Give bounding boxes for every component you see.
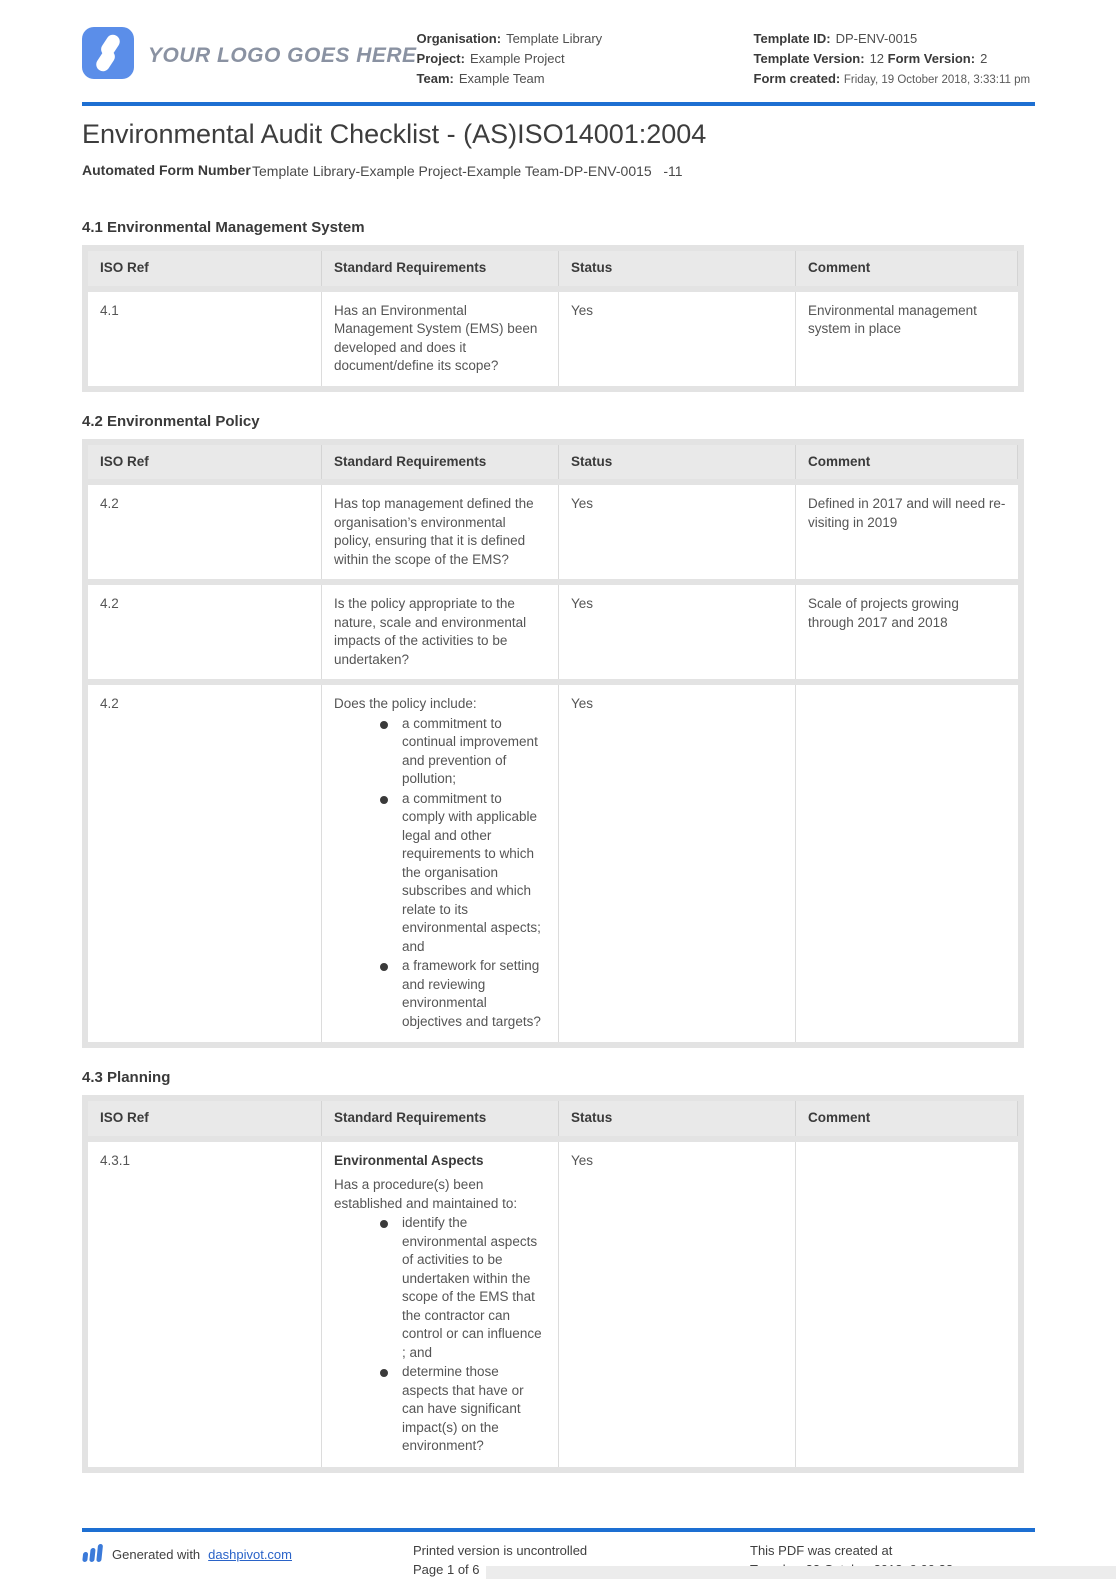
table-row bbox=[88, 292, 1018, 386]
team-row bbox=[417, 69, 754, 89]
column-header-comment: Comment bbox=[796, 445, 1018, 480]
table-row bbox=[88, 1142, 1018, 1467]
form-created-value: Friday, 19 October 2018, 3:33:11 pm bbox=[843, 74, 1031, 86]
cell-standard-requirement bbox=[322, 685, 559, 1042]
template-version-value: 12 bbox=[869, 51, 885, 66]
cell-comment bbox=[796, 685, 1018, 1042]
logo-placeholder-text: YOUR LOGO GOES HERE bbox=[148, 43, 417, 67]
cell-status: Yes bbox=[559, 1142, 796, 1467]
column-header-standard-requirements: Standard Requirements bbox=[322, 1101, 559, 1136]
column-header-status: Status bbox=[559, 445, 796, 480]
bullet-item: a commitment to comply with applicable legal and other requirements to which the organisation subscribes and which relate to its environmental aspects; and bbox=[380, 790, 546, 957]
requirement-intro: Has a procedure(s) been established and maintained to: bbox=[334, 1177, 518, 1211]
project-row bbox=[417, 49, 754, 69]
cell-status: Yes bbox=[559, 585, 796, 679]
requirement-bullet-list bbox=[334, 1214, 546, 1456]
template-id-row bbox=[754, 29, 1035, 49]
cell-status: Yes bbox=[559, 685, 796, 1042]
cell-standard-requirement bbox=[322, 1142, 559, 1467]
team-value: Example Team bbox=[458, 71, 545, 86]
section-environmental-policy bbox=[82, 392, 1035, 1049]
table-header-row bbox=[88, 251, 1018, 286]
header-divider bbox=[82, 102, 1035, 106]
version-row bbox=[754, 49, 1035, 69]
section-heading: 4.2 Environmental Policy bbox=[82, 412, 260, 430]
template-version-label: Template Version: bbox=[753, 51, 865, 66]
cell-standard-requirement: Is the policy appropriate to the nature, scale and environmental impacts of the activities to be undertaken? bbox=[322, 585, 559, 679]
requirement-title: Environmental Aspects bbox=[334, 1152, 484, 1168]
automated-form-number bbox=[82, 160, 1035, 182]
form-version-value: 2 bbox=[980, 51, 988, 66]
column-header-status: Status bbox=[559, 1101, 796, 1136]
cell-status: Yes bbox=[559, 485, 796, 579]
document-header bbox=[82, 27, 1035, 102]
footer-generated bbox=[82, 1541, 413, 1568]
column-header-status: Status bbox=[559, 251, 796, 286]
cell-standard-requirement: Has an Environmental Management System (EMS) been developed and does it document/define its scope? bbox=[322, 292, 559, 386]
form-version-label: Form Version: bbox=[887, 51, 976, 66]
column-header-iso-ref: ISO Ref bbox=[88, 1101, 322, 1136]
cell-comment: Defined in 2017 and will need re-visiting in 2019 bbox=[808, 496, 1006, 530]
column-header-standard-requirements: Standard Requirements bbox=[322, 251, 559, 286]
created-at-line1: This PDF was created at bbox=[750, 1543, 893, 1558]
cell-iso-ref: 4.1 bbox=[88, 292, 322, 386]
bullet-item: a commitment to continual improvement and prevention of pollution; bbox=[380, 715, 546, 789]
table-row bbox=[88, 585, 1018, 679]
section-environmental-management-system bbox=[82, 198, 1035, 392]
logo bbox=[82, 27, 417, 84]
section-planning bbox=[82, 1048, 1035, 1473]
template-id-value: DP-ENV-0015 bbox=[835, 31, 918, 46]
form-created-row bbox=[754, 69, 1035, 90]
form-number-value: Template Library-Example Project-Example Team-DP-ENV-0015 -11 bbox=[252, 163, 683, 179]
column-header-comment: Comment bbox=[796, 251, 1018, 286]
section-heading: 4.1 Environmental Management System bbox=[82, 219, 365, 236]
table-header-row bbox=[88, 445, 1018, 480]
dashpivot-link[interactable]: dashpivot.com bbox=[208, 1547, 292, 1562]
table-row bbox=[88, 685, 1018, 1042]
page-title: Environmental Audit Checklist - (AS)ISO14001:2004 bbox=[82, 119, 707, 149]
bullet-item: identify the environmental aspects of activities to be undertaken within the scope of the EMS that the contractor can control or can influence ; and bbox=[380, 1214, 546, 1362]
template-id-label: Template ID: bbox=[753, 31, 831, 46]
generated-with-text: Generated with bbox=[112, 1547, 201, 1562]
column-header-iso-ref: ISO Ref bbox=[88, 445, 322, 480]
bullet-icon bbox=[380, 1220, 388, 1228]
organisation-label: Organisation: bbox=[416, 31, 502, 46]
section-heading: 4.3 Planning bbox=[82, 1069, 171, 1086]
cell-status: Yes bbox=[559, 292, 796, 386]
bullet-icon bbox=[380, 796, 388, 804]
cell-iso-ref: 4.3.1 bbox=[88, 1142, 322, 1467]
form-created-label: Form created: bbox=[753, 71, 841, 86]
checklist-table bbox=[82, 245, 1024, 392]
requirement-intro: Does the policy include: bbox=[334, 696, 477, 711]
page-number: Page 1 of 6 bbox=[413, 1562, 480, 1577]
team-label: Team: bbox=[416, 71, 454, 86]
column-header-iso-ref: ISO Ref bbox=[88, 251, 322, 286]
dashpivot-bars-icon bbox=[81, 1541, 106, 1568]
bullet-icon bbox=[380, 1369, 388, 1377]
column-header-comment: Comment bbox=[796, 1101, 1018, 1136]
bullet-icon bbox=[380, 963, 388, 971]
form-number-label: Automated Form Number bbox=[82, 162, 251, 178]
checklist-table bbox=[82, 1095, 1024, 1473]
checklist-table bbox=[82, 439, 1024, 1049]
cell-iso-ref: 4.2 bbox=[88, 685, 322, 1042]
requirement-bullet-list bbox=[334, 715, 546, 1032]
cell-iso-ref: 4.2 bbox=[88, 585, 322, 679]
table-row bbox=[88, 485, 1018, 579]
bullet-item: determine those aspects that have or can have significant impact(s) on the environment? bbox=[380, 1363, 546, 1456]
header-project-meta bbox=[417, 27, 754, 89]
project-label: Project: bbox=[416, 51, 465, 66]
organisation-value: Template Library bbox=[506, 31, 603, 46]
bullet-item: a framework for setting and reviewing environmental objectives and targets? bbox=[380, 957, 546, 1031]
header-template-meta bbox=[754, 27, 1035, 90]
cell-comment: Environmental management system in place bbox=[808, 302, 977, 336]
project-value: Example Project bbox=[469, 51, 565, 66]
organisation-row bbox=[417, 29, 754, 49]
cell-standard-requirement: Has top management defined the organisation’s environmental policy, ensuring that it is defined within the scope of the EMS? bbox=[322, 485, 559, 579]
cell-comment: Scale of projects growing through 2017 and 2018 bbox=[808, 596, 959, 630]
column-header-standard-requirements: Standard Requirements bbox=[322, 445, 559, 480]
uncontrolled-notice: Printed version is uncontrolled bbox=[413, 1543, 588, 1558]
bullet-icon bbox=[380, 721, 388, 729]
cell-iso-ref: 4.2 bbox=[88, 485, 322, 579]
cell-comment bbox=[796, 1142, 1018, 1467]
next-page-edge bbox=[486, 1566, 1116, 1579]
company-logo-icon bbox=[82, 27, 134, 84]
table-header-row bbox=[88, 1101, 1018, 1136]
